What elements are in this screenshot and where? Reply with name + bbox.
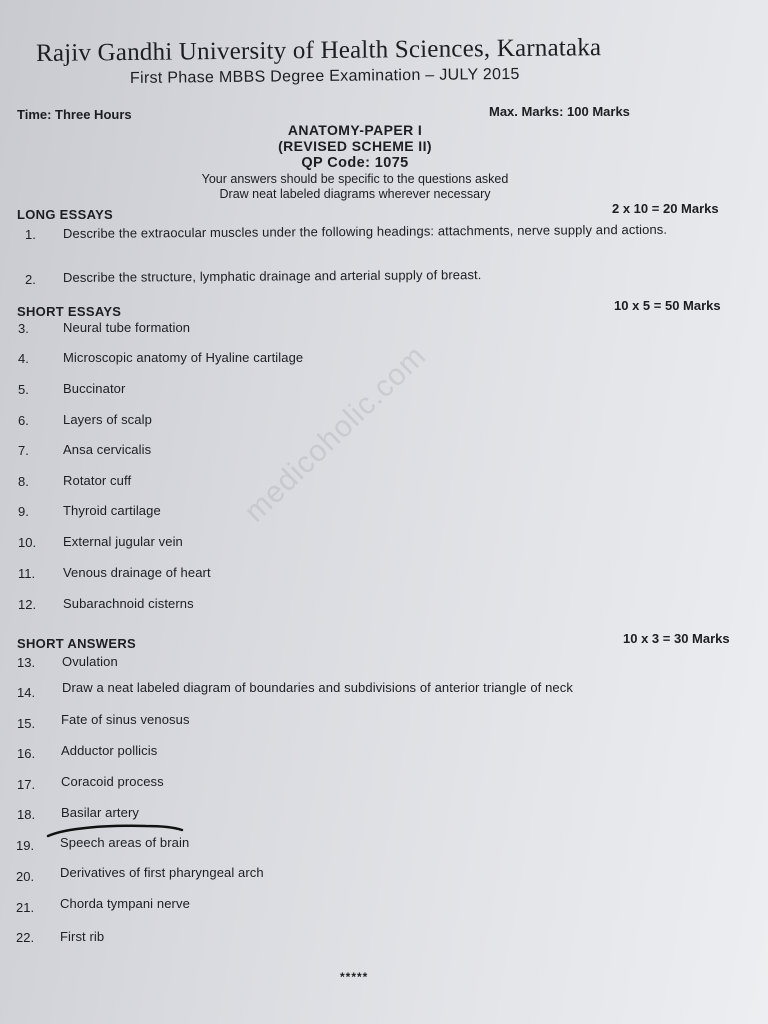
question-text: Layers of scalp <box>63 412 152 427</box>
question-text: Coracoid process <box>61 774 164 789</box>
question-text: Adductor pollicis <box>61 743 158 758</box>
paper-title: ANATOMY-PAPER I <box>287 122 423 138</box>
question-text: Describe the structure, lymphatic drainage and arterial supply of breast. <box>62 267 482 285</box>
question-number: 16. <box>17 746 36 761</box>
question-number: 3. <box>18 321 29 336</box>
question-text: Ansa cervicalis <box>63 442 152 457</box>
end-marker: ***** <box>340 970 369 984</box>
question-text: Fate of sinus venosus <box>61 712 190 727</box>
question-number: 4. <box>18 351 29 366</box>
watermark: medicoholic.com <box>238 339 433 529</box>
question-number: 20. <box>16 869 35 884</box>
question-text: Chorda tympani nerve <box>60 896 190 911</box>
qp-code: QP Code: 1075 <box>301 155 409 171</box>
instruction-line-1: Your answers should be specific to the questions asked <box>201 172 509 186</box>
question-text: External jugular vein <box>63 534 183 549</box>
question-text: Microscopic anatomy of Hyaline cartilage <box>63 350 304 365</box>
question-number: 19. <box>16 838 35 853</box>
question-text: First rib <box>60 929 105 944</box>
question-text: Venous drainage of heart <box>63 565 211 580</box>
max-marks: Max. Marks: 100 Marks <box>489 104 630 119</box>
exam-title: First Phase MBBS Degree Examination – JULY 2015 <box>129 65 520 87</box>
question-number: 18. <box>17 807 36 822</box>
question-text: Derivatives of first pharyngeal arch <box>60 865 264 880</box>
question-text: Thyroid cartilage <box>63 503 161 518</box>
scheme-title: (REVISED SCHEME II) <box>278 138 432 154</box>
question-number: 8. <box>18 474 29 489</box>
question-number: 17. <box>17 777 36 792</box>
question-text: Subarachnoid cisterns <box>63 596 194 611</box>
question-number: 5. <box>18 382 29 397</box>
question-number: 15. <box>17 716 36 731</box>
time-allowed: Time: Three Hours <box>17 107 132 122</box>
instruction-line-2: Draw neat labeled diagrams wherever necessary <box>219 187 491 201</box>
question-number: 7. <box>18 443 29 458</box>
question-text: Buccinator <box>63 381 126 396</box>
question-text: Ovulation <box>62 654 118 669</box>
section-marks-long-essays: 2 x 10 = 20 Marks <box>612 201 719 216</box>
question-number: 1. <box>25 227 36 242</box>
question-text: Speech areas of brain <box>60 835 190 850</box>
university-title: Rajiv Gandhi University of Health Sciences, Karnataka <box>35 34 602 67</box>
section-title-short-answers: SHORT ANSWERS <box>17 636 136 651</box>
question-number: 10. <box>18 535 37 550</box>
question-number: 11. <box>18 566 36 581</box>
question-number: 2. <box>25 272 36 287</box>
section-title-short-essays: SHORT ESSAYS <box>17 304 122 319</box>
question-text: Rotator cuff <box>63 473 132 488</box>
question-number: 12. <box>18 597 37 612</box>
section-marks-short-answers: 10 x 3 = 30 Marks <box>623 631 730 646</box>
section-title-long-essays: LONG ESSAYS <box>17 207 114 222</box>
question-number: 22. <box>16 930 35 945</box>
question-number: 13. <box>17 655 36 670</box>
question-number: 9. <box>18 504 29 519</box>
question-number: 6. <box>18 413 29 428</box>
question-text: Basilar artery <box>61 805 139 820</box>
question-number: 14. <box>17 685 36 700</box>
question-text: Describe the extraocular muscles under the following headings: attachments, nerve supply and actions. <box>62 221 668 241</box>
question-number: 21. <box>16 900 35 915</box>
question-text: Draw a neat labeled diagram of boundaries and subdivisions of anterior triangle of neck <box>62 680 573 695</box>
question-text: Neural tube formation <box>63 320 191 335</box>
section-marks-short-essays: 10 x 5 = 50 Marks <box>614 298 721 313</box>
